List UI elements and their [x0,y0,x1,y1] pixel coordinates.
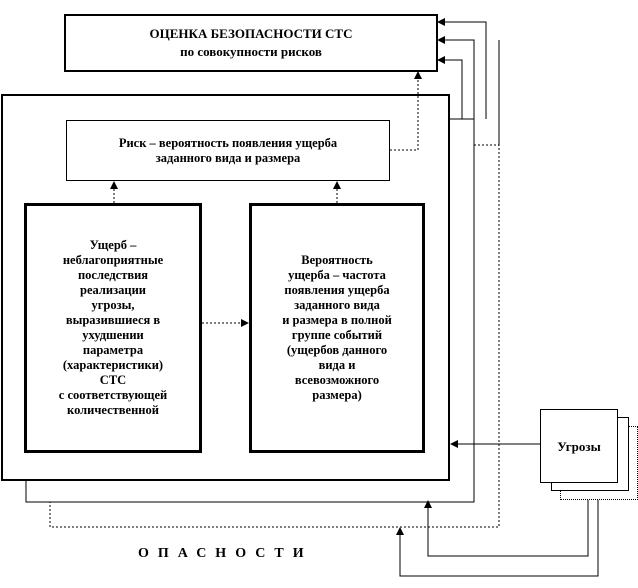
safety-assessment-subtitle: по совокупности рисков [180,44,322,59]
probability-line: группе событий [291,328,383,342]
damage-line: СТС [99,373,127,387]
damage-line: количественной [67,403,159,417]
damage-line: неблагоприятные [62,253,164,267]
risk-definition-box [66,120,390,181]
probability-line: всевозможного [294,373,380,387]
probability-line: (ущербов данного [286,343,388,357]
damage-line: с соответствующей [58,388,168,402]
dangers-label: ОПАСНОСТИ [138,546,313,561]
damage-line: ухудшении [82,328,144,342]
probability-line: заданного вида [294,298,380,312]
probability-definition-box [249,203,425,453]
probability-line: появления ущерба [284,283,390,297]
probability-line: ущерба – частота [288,268,386,282]
damage-definition-box [24,203,202,453]
damage-line: параметра [82,343,144,357]
damage-line: Ущерб – [89,238,137,252]
damage-line: последствия [77,268,149,282]
safety-assessment-box [64,14,438,72]
safety-assessment-title: ОЦЕНКА БЕЗОПАСНОСТИ СТС [149,26,353,41]
damage-line: (характеристики) [62,358,164,372]
threats-box [540,409,618,483]
risk-line: заданного вида и размера [155,150,301,165]
risk-line: Риск – вероятность появления ущерба [118,135,338,150]
probability-line: Вероятность [301,253,373,267]
probability-line: размера) [312,388,362,402]
damage-line: выразившиеся в [65,313,161,327]
probability-line: и размера в полной [282,313,392,327]
damage-line: реализации [80,283,146,297]
damage-line: угрозы, [91,298,135,312]
probability-line: вида и [318,358,356,372]
threats-label: Угрозы [557,438,601,454]
